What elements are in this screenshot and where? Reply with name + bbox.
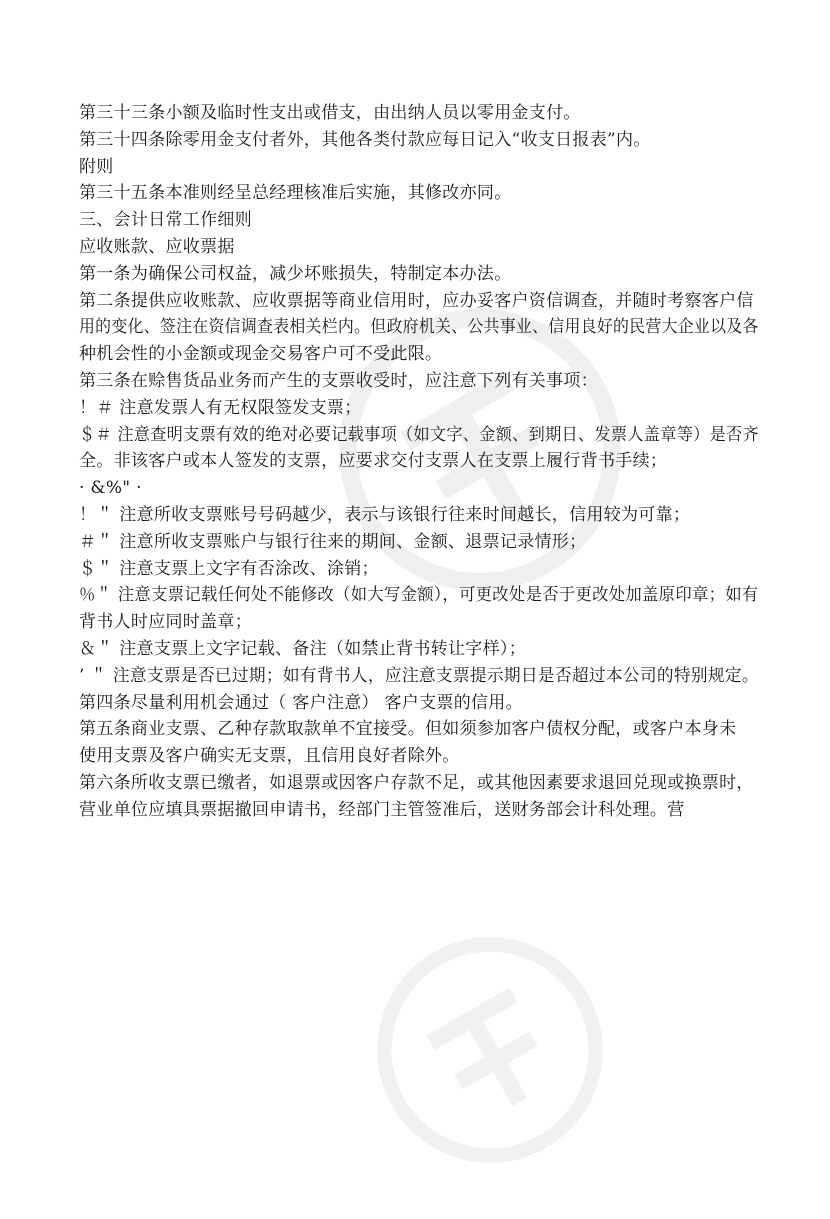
list-item: ＆＂ 注意支票上文字记载、备注（如禁止背书转让字样）； <box>79 638 527 659</box>
text-line: · &%" · <box>79 478 142 499</box>
text-line: 第三十三条小额及临时性支出或借支，由出纳人员以零用金支付。 <box>79 103 581 123</box>
list-item: ＃＂ 注意所收支票账户与银行往来的期间、金额、退票记录情形； <box>79 531 587 552</box>
section-heading: 三、会计日常工作细则 <box>79 210 252 231</box>
list-item: ％＂ 注意支票记载任何处不能修改（如大写金额），可更改处是否于更改处加盖原印章；如有 <box>79 585 759 606</box>
text-line: 营业单位应填具票据撤回申请书，经部门主管签准后，送财务部会计科处理。营 <box>79 799 685 820</box>
text-line: 第二条提供应收账款、应收票据等商业信用时，应办妥客户资信调查，并随时考察客户信 <box>79 290 754 311</box>
text-line: 第三十四条除零用金支付者外，其他各类付款应每日记入“收支日报表”内。 <box>79 129 651 150</box>
document-body <box>79 100 759 824</box>
list-item: ！＃ 注意发票人有无权限签发支票； <box>79 397 362 418</box>
list-item: ＄＂ 注意支票上文字有否涂改、涂销； <box>79 558 379 579</box>
text-line: 第一条为确保公司权益，减少坏账损失，特制定本办法。 <box>79 263 512 284</box>
text-line: 附则 <box>79 156 114 177</box>
text-line: 使用支票及客户确实无支票，且信用良好者除外。 <box>79 746 460 767</box>
text-line: 用的变化、签注在资信调查表相关栏内。但政府机关、公共事业、信用良好的民营大企业以及各 <box>79 317 759 338</box>
list-item: ！＂ 注意所收支票账号号码越少，表示与该银行往来时间越长，信用较为可靠； <box>79 504 691 525</box>
text-line: 第四条尽量利用机会通过（ 客户注意） 客户支票的信用。 <box>79 692 523 713</box>
watermark-logo-icon <box>317 881 662 1219</box>
list-item: ’ ＂ 注意支票是否已过期；如有背书人，应注意支票提示期日是否超过本公司的特别规定。 <box>79 665 759 686</box>
text-line: 第三条在赊售货品业务而产生的支票收受时，应注意下列有关事项： <box>79 370 598 391</box>
text-line: 背书人时应同时盖章； <box>79 612 252 633</box>
text-line: 第五条商业支票、乙种存款取款单不宜接受。但如须参加客户债权分配，或客户本身未 <box>79 719 737 740</box>
subsection-heading: 应收账款、应收票据 <box>79 236 235 257</box>
list-item: ＄＃ 注意查明支票有效的绝对必要记载事项（如文字、金额、到期日、发票人盖章等）是否齐 <box>79 424 759 445</box>
text-line: 种机会性的小金额或现金交易客户可不受此限。 <box>79 344 443 365</box>
text-line: 第六条所收支票已缴者，如退票或因客户存款不足，或其他因素要求退回兑现或换票时， <box>79 772 754 793</box>
text-line: 第三十五条本准则经呈总经理核准后实施，其修改亦同。 <box>79 183 512 204</box>
text-line: 全。非该客户或本人签发的支票，应要求交付支票人在支票上履行背书手续； <box>79 451 668 472</box>
